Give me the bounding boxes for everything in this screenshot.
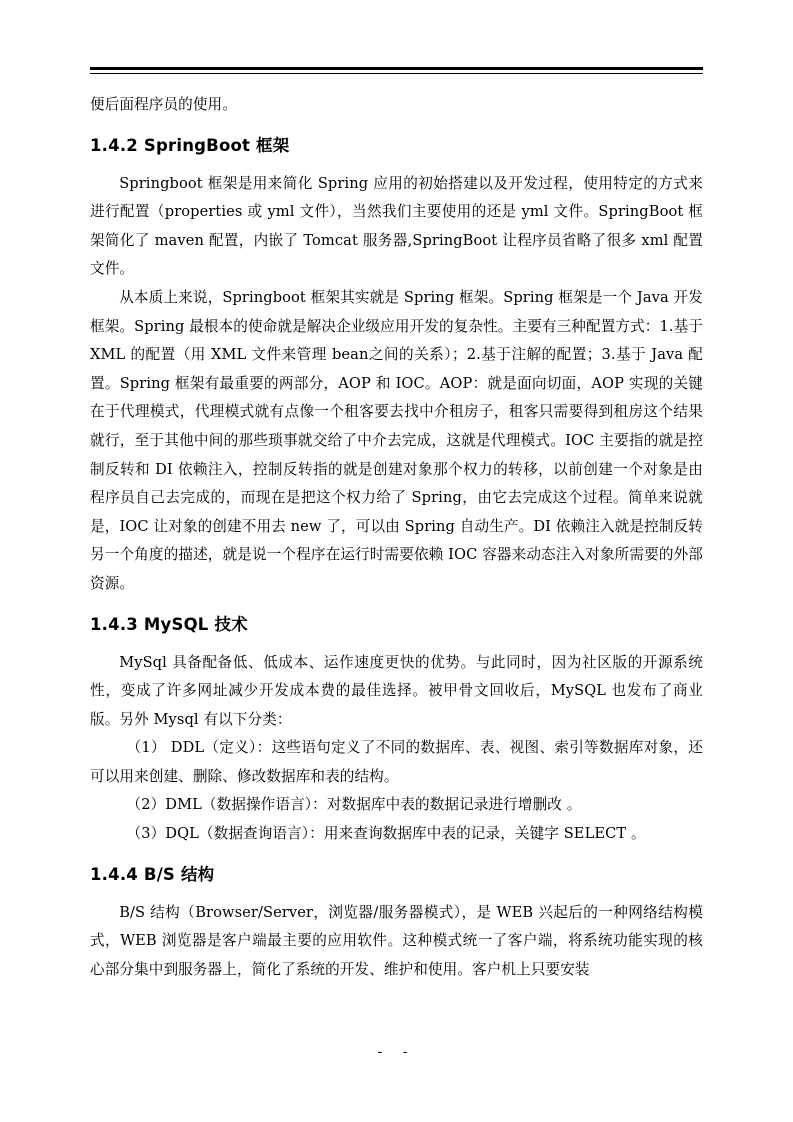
continuation-paragraph: 便后面程序员的使用。 <box>90 96 237 113</box>
page-body <box>90 91 703 984</box>
paragraph: 从本质上来说，Springboot 框架其实就是 Spring 框架。Spring 框架是一个 Java 开发框架。Spring 最根本的使命就是解决企业级应用开发的复杂性。主要有三种配置方式：1.基于 XML 的配置（用 XML 文件来管理 bean之间的关系）；2.基于注解的配置；3.基于 Java 配置。Spring 框架有最重要的两部分，AOP 和 IOC。AOP：就是面向切面，AOP 实现的关键在于代理模式，代理模式就有点像一个租客要去找中介租房子，租客只需要得到租房这个结果就行，至于其他中间的那些琐事就交给了中介去完成，这就是代理模式。IOC 主要指的就是控制反转和 DI 依赖注入，控制反转指的就是创建对象那个权力的转移，以前创建一个对象是由程序员自己去完成的，而现在是把这个权力给了 Spring，由它去完成这个过程。简单来说就是，IOC 让对象的创建不用去 new 了，可以由 Spring 自动生产。DI 依赖注入就是控制反转另一个角度的描述，就是说一个程序在运行时需要依赖 IOC 容器来动态注入对象所需要的外部资源。 <box>90 288 703 592</box>
page-footer: - - <box>377 1044 416 1060</box>
list-item: （1） DDL（定义）：这些语句定义了不同的数据库、表、视图、索引等数据库对象，还可以用来创建、删除、修改数据库和表的结构。 <box>90 739 703 785</box>
paragraph: MySql 具备配备低、低成本、运作速度更快的优势。与此同时，因为社区版的开源系统性，变成了许多网址减少开发成本费的最佳选择。被甲骨文回收后，MySQL 也发布了商业版。另外 Mysql 有以下分类： <box>90 653 703 728</box>
paragraph: B/S 结构（Browser/Server，浏览器/服务器模式），是 WEB 兴起后的一种网络结构模式，WEB 浏览器是客户端最主要的应用软件。这种模式统一了客户端，将系统功能实现的核心部分集中到服务器上，简化了系统的开发、维护和使用。客户机上只要安装 <box>90 903 703 978</box>
list-item: （3）DQL（数据查询语言）：用来查询数据库中表的记录，关键字 SELECT 。 <box>126 825 646 843</box>
header-rule <box>90 67 703 70</box>
paragraph: Springboot 框架是用来简化 Spring 应用的初始搭建以及开发过程，使用特定的方式来进行配置（properties 或 yml 文件），当然我们主要使用的还是 yml 文件。SpringBoot 框架简化了 maven 配置，内嵌了 Tomcat 服务器,SpringBoot 让程序员省略了很多 xml 配置文件。 <box>90 174 703 278</box>
header-rule-thin <box>90 73 703 74</box>
section-heading-springboot: 1.4.2 SpringBoot 框架 <box>90 135 290 155</box>
section-heading-bs: 1.4.4 B/S 结构 <box>90 864 215 884</box>
section-heading-mysql: 1.4.3 MySQL 技术 <box>90 614 248 634</box>
list-item: （2）DML（数据操作语言）：对数据库中表的数据记录进行增删改 。 <box>126 796 582 814</box>
